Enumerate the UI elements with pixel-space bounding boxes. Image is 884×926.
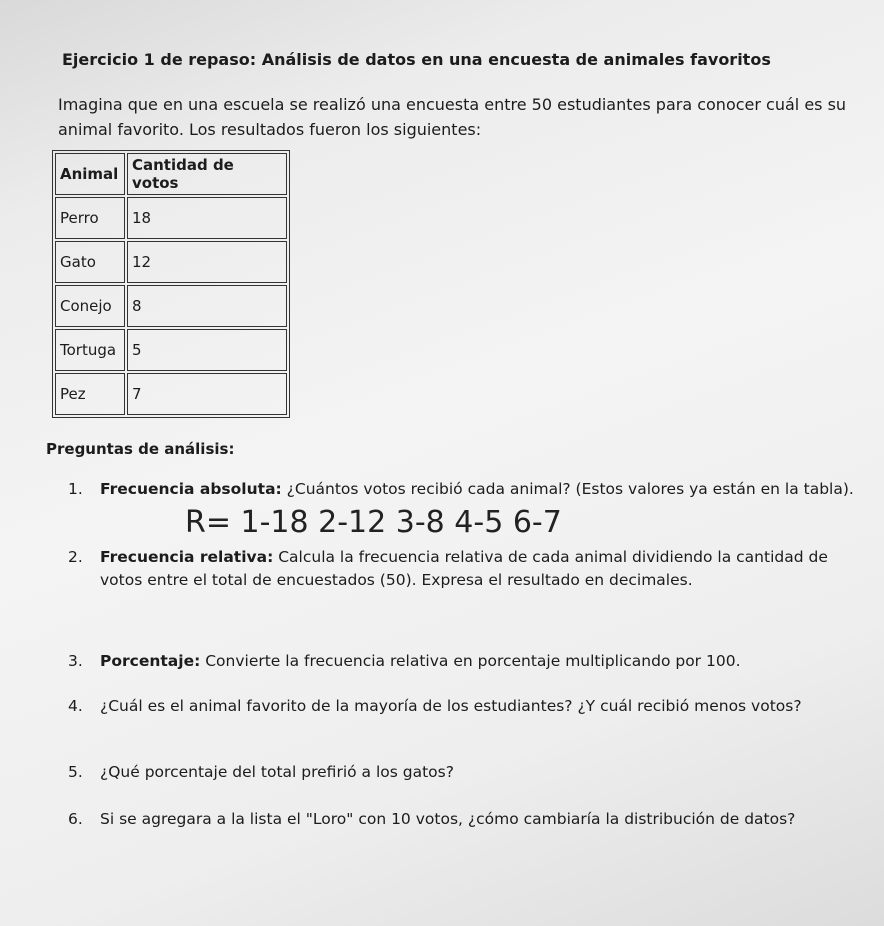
question-text: Convierte la frecuencia relativa en porcentaje multiplicando por 100. [200,652,741,670]
table-row [55,241,287,283]
table-row [55,373,287,415]
table-row [55,329,287,371]
table-header-row [55,153,287,195]
handwritten-answer-text: R= 1-18 2-12 3-8 4-5 6-7 [185,505,562,540]
question-keyword: Frecuencia absoluta: [100,480,282,498]
question-text: Calcula la frecuencia relativa de cada animal dividiendo la cantidad de votos entre el total de encuestados (50). Expresa el resultado en decimales. [100,548,828,589]
animal-cell: Perro [55,197,125,239]
votes-cell: 12 [127,241,287,283]
votes-cell: 7 [127,373,287,415]
question-number: 3. [68,652,83,670]
intro-paragraph: Imagina que en una escuela se realizó una encuesta entre 50 estudiantes para conocer cuál es su animal favorito. Los resultados fueron los siguientes: [58,95,847,139]
animal-cell: Tortuga [55,329,125,371]
votes-cell: 5 [127,329,287,371]
votes-cell: 18 [127,197,287,239]
question-number: 2. [68,548,83,566]
question-text: ¿Cuántos votos recibió cada animal? (Estos valores ya están en la tabla). [281,480,854,498]
question-text: Si se agregara a la lista el "Loro" con 10 votos, ¿cómo cambiaría la distribución de datos? [100,810,796,828]
question-number: 5. [68,763,83,781]
animal-cell: Conejo [55,285,125,327]
question-item [68,761,858,784]
animal-cell: Pez [55,373,125,415]
table-row [55,197,287,239]
question-text: ¿Cuál es el animal favorito de la mayoría de los estudiantes? ¿Y cuál recibió menos votos? [100,697,802,715]
question-item [68,546,858,592]
header-animal: Animal [55,153,125,195]
handwritten-answer [185,500,745,542]
question-text: ¿Qué porcentaje del total prefirió a los gatos? [100,763,454,781]
votes-table [52,150,290,418]
table-row [55,285,287,327]
votes-cell: 8 [127,285,287,327]
question-number: 1. [68,480,83,498]
question-keyword: Porcentaje: [100,652,201,670]
question-number: 6. [68,810,83,828]
questions-heading: Preguntas de análisis: [46,440,235,458]
question-keyword: Frecuencia relativa: [100,548,274,566]
question-item [68,695,858,718]
question-item [68,478,858,501]
question-item [68,808,858,831]
exercise-title: Ejercicio 1 de repaso: Análisis de datos en una encuesta de animales favoritos [62,50,771,69]
animal-cell: Gato [55,241,125,283]
header-votes: Cantidad de votos [127,153,287,195]
question-number: 4. [68,697,83,715]
question-item [68,650,858,673]
